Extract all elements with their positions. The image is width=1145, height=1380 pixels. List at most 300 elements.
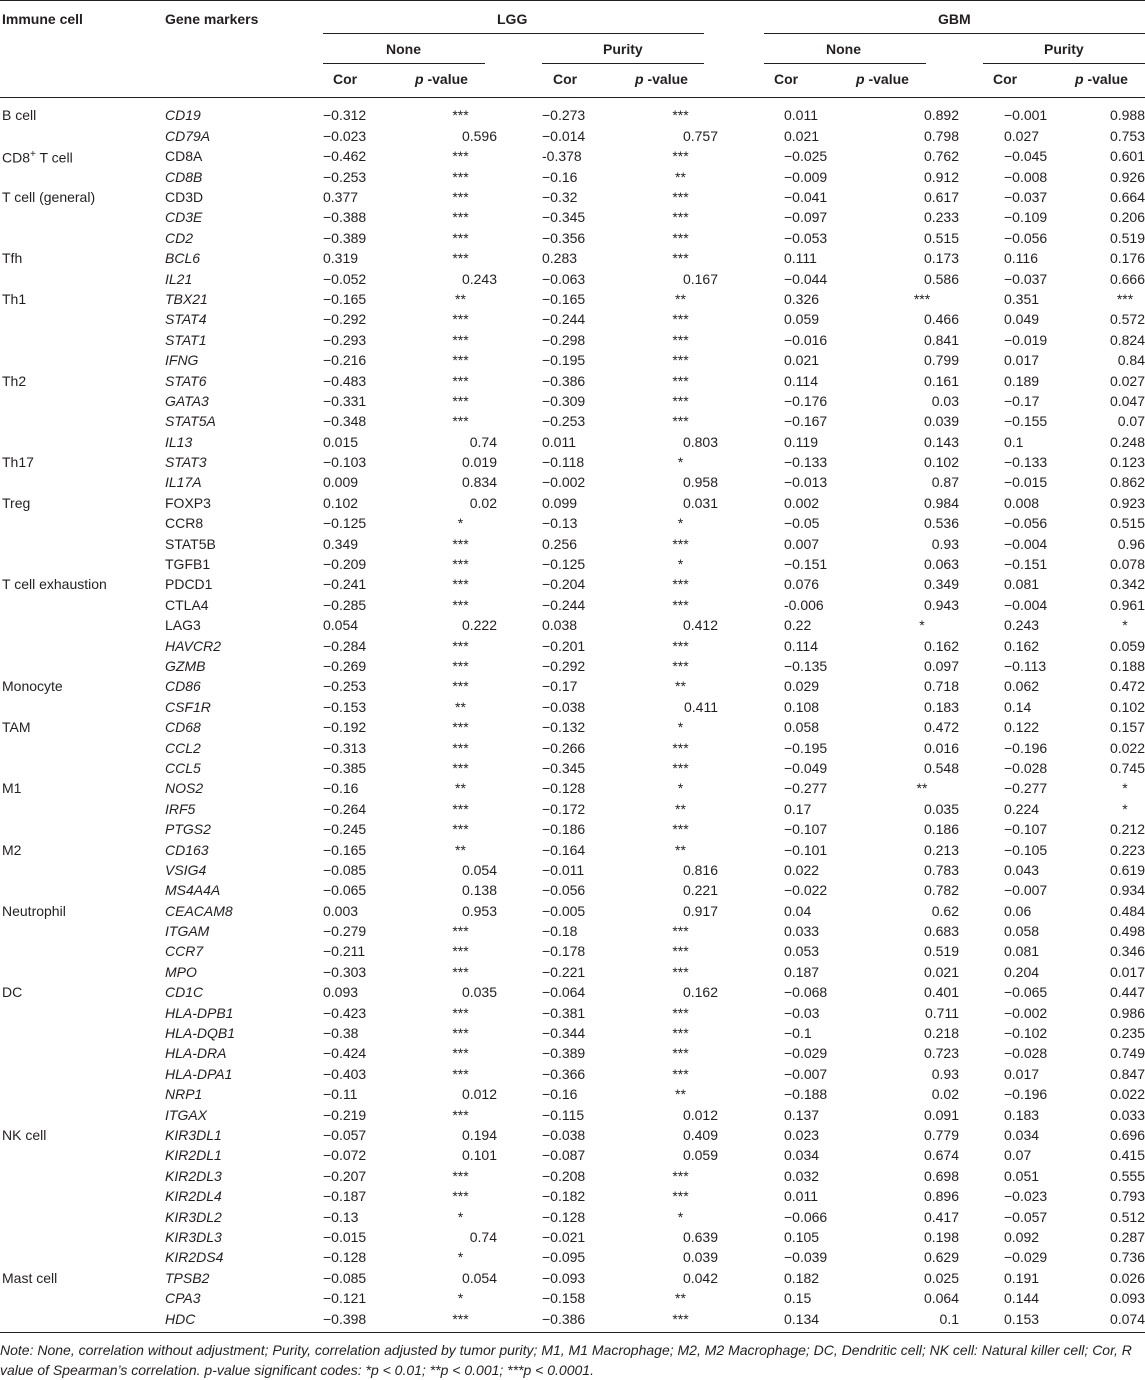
cor-value: −0.005 [542, 902, 586, 919]
p-value: 0.021 [923, 963, 959, 980]
spacer [718, 799, 784, 819]
p-value: 0.723 [923, 1045, 959, 1062]
spacer [959, 248, 1004, 268]
cor-value: −0.253 [323, 168, 367, 185]
p-value: 0.512 [1109, 1208, 1145, 1225]
p-value: *** [672, 943, 689, 960]
cor-value: 0.038 [542, 617, 578, 634]
cor-value: −0.015 [1004, 474, 1048, 491]
header-cor: Cor [553, 71, 578, 87]
p-value: *** [672, 759, 689, 776]
p-value: 0.736 [1109, 1249, 1145, 1266]
spacer [497, 411, 542, 431]
cor-value: −0.066 [784, 1208, 828, 1225]
spacer [497, 289, 542, 309]
table-row [0, 1227, 1145, 1247]
spacer [959, 737, 1004, 757]
lgg-group-rule [323, 33, 704, 34]
spacer [718, 697, 784, 717]
p-value: *** [672, 1167, 689, 1184]
cor-value: −0.277 [1004, 780, 1048, 797]
p-value: 0.162 [682, 984, 718, 1001]
table-row [0, 799, 1145, 819]
spacer [959, 962, 1004, 982]
p-value: 0.012 [682, 1106, 718, 1123]
spacer [718, 717, 784, 737]
gbm-group-rule [764, 33, 1145, 34]
spacer [497, 1084, 542, 1104]
p-value: ** [675, 678, 686, 695]
p-value: 0.194 [461, 1126, 497, 1143]
p-value: *** [452, 1004, 469, 1021]
immune-cell-label: M2 [2, 841, 22, 858]
cor-value: −0.345 [542, 759, 586, 776]
p-value: *** [672, 331, 689, 348]
immune-cell-label: T cell exhaustion [2, 576, 107, 593]
spacer [959, 411, 1004, 431]
spacer [497, 1288, 542, 1308]
cor-value: −0.11 [323, 1086, 358, 1103]
cor-value: −0.128 [542, 1208, 586, 1225]
cor-value: −0.195 [542, 352, 586, 369]
gene-marker: CD86 [165, 678, 201, 695]
table-row [0, 411, 1145, 431]
gene-marker: GZMB [165, 658, 206, 674]
spacer [959, 1206, 1004, 1226]
p-value: 0.059 [1109, 637, 1145, 654]
p-value: *** [672, 535, 689, 552]
spacer [718, 778, 784, 798]
cor-value: 0.351 [1004, 290, 1040, 307]
spacer [497, 309, 542, 329]
p-value: 0.047 [1109, 392, 1145, 409]
p-value: 0.033 [1109, 1106, 1145, 1123]
cor-value: −0.388 [323, 209, 367, 226]
lgg-none-rule [323, 63, 485, 64]
immune-cell-label [0, 1206, 165, 1226]
cor-value: 0.051 [1004, 1167, 1040, 1184]
gene-marker: CD68 [165, 719, 201, 736]
table-row [0, 962, 1145, 982]
cor-value: −0.121 [323, 1290, 367, 1307]
immune-cell-label [0, 1227, 165, 1247]
p-value: 0.757 [682, 127, 718, 144]
p-value: *** [452, 1065, 469, 1082]
table-row [0, 595, 1145, 615]
cor-value: −0.097 [784, 209, 828, 226]
spacer [959, 819, 1004, 839]
cor-value: 0.189 [1004, 372, 1040, 389]
spacer [497, 350, 542, 370]
spacer [497, 839, 542, 859]
p-value: 0.834 [461, 474, 497, 491]
p-value: 0.223 [1109, 841, 1145, 858]
cor-value: −0.241 [323, 576, 367, 593]
cor-value: 0.1 [1004, 433, 1024, 450]
cor-value: −0.16 [542, 1086, 578, 1103]
immune-cell-label [0, 207, 165, 227]
p-value: 0.162 [923, 637, 959, 654]
spacer [497, 1125, 542, 1145]
p-value: *** [452, 352, 469, 369]
table-row [0, 207, 1145, 227]
spacer [959, 982, 1004, 1002]
p-value: 0.84 [1117, 352, 1145, 369]
p-value: 0.984 [923, 494, 959, 511]
bottom-rule [0, 1332, 1145, 1333]
cor-value: −0.277 [784, 780, 828, 797]
spacer [718, 330, 784, 350]
cor-value: 0.034 [784, 1147, 820, 1164]
p-value: *** [452, 168, 469, 185]
table-row [0, 1247, 1145, 1267]
p-value: *** [452, 229, 469, 246]
p-value: *** [452, 372, 469, 389]
p-value: *** [452, 1167, 469, 1184]
spacer [959, 941, 1004, 961]
gene-marker: CD3D [165, 189, 204, 206]
gene-marker: HLA-DQB1 [165, 1025, 236, 1042]
p-value: *** [452, 800, 469, 817]
p-value: 0.054 [461, 1269, 497, 1286]
spacer [718, 248, 784, 268]
table-row [0, 778, 1145, 798]
cor-value: −0.095 [542, 1249, 586, 1266]
gbm-none-rule [764, 63, 926, 64]
cor-value: −0.085 [323, 1269, 367, 1286]
spacer [959, 901, 1004, 921]
table-row [0, 1043, 1145, 1063]
gene-marker: CD1C [165, 984, 204, 1001]
p-value: 0.519 [1109, 229, 1145, 246]
p-value: 0.022 [1109, 1086, 1145, 1103]
p-value: 0.62 [931, 902, 959, 919]
spacer [497, 717, 542, 737]
gene-marker: ITGAM [165, 923, 210, 940]
cor-value: −0.192 [323, 719, 367, 736]
p-value: *** [452, 1045, 469, 1062]
spacer [497, 921, 542, 941]
spacer [718, 452, 784, 472]
p-value: 0.472 [1109, 678, 1145, 695]
cor-value: 0.283 [542, 250, 578, 267]
cor-value: −0.345 [542, 209, 586, 226]
cor-value: −0.037 [1004, 189, 1048, 206]
cor-value: −0.16 [323, 780, 359, 797]
gene-marker: ITGAX [165, 1106, 208, 1123]
cor-value: 0.062 [1004, 678, 1040, 695]
cor-value: 0.122 [1004, 719, 1040, 736]
p-value: 0.447 [1109, 984, 1145, 1001]
p-value: 0.958 [682, 474, 718, 491]
spacer [497, 248, 542, 268]
cor-value: −0.028 [1004, 1045, 1048, 1062]
cor-value: 0.003 [323, 902, 359, 919]
p-value: 0.572 [1109, 311, 1145, 328]
cor-value: 0.054 [323, 617, 359, 634]
table-footnote: Note: None, correlation without adjustment; Purity, correlation adjusted by tumor purity; M1, M1 Macrophage; M2, M2 Macrophage; DC, Dendritic cell; NK cell: Natural killer cell; Cor, R value of Spearman’s correlation. p-value significant codes: *p < 0.01; **p < 0.001; ***p < 0.0001. [0, 1342, 1132, 1378]
cor-value: −0.17 [1004, 392, 1040, 409]
cor-value: −0.165 [323, 841, 367, 858]
p-value: *** [452, 963, 469, 980]
spacer [497, 1247, 542, 1267]
spacer [718, 1125, 784, 1145]
p-value: *** [672, 739, 689, 756]
table-row [0, 309, 1145, 329]
header-pvalue: p -value [635, 71, 688, 87]
cor-value: −0.109 [1004, 209, 1048, 226]
spacer [497, 676, 542, 696]
spacer [718, 901, 784, 921]
spacer [718, 554, 784, 574]
p-value: *** [452, 107, 469, 124]
cor-value: 0.224 [1004, 800, 1040, 817]
cor-value: −0.303 [323, 963, 367, 980]
p-value: 0.059 [682, 1147, 718, 1164]
p-value: ** [916, 780, 928, 797]
spacer [959, 1186, 1004, 1206]
p-value: 0.213 [923, 841, 959, 858]
gene-marker: CD19 [165, 107, 201, 124]
cor-value: −0.002 [1004, 1004, 1048, 1021]
cor-value: 0.349 [323, 535, 359, 552]
cor-value: −0.219 [323, 1106, 367, 1123]
table-row [0, 268, 1145, 288]
gene-marker: CCR8 [165, 515, 204, 532]
p-value: 0.923 [1109, 494, 1145, 511]
cor-value: −0.107 [784, 821, 828, 838]
cor-value: −0.001 [1004, 107, 1048, 124]
cor-value: −0.105 [1004, 841, 1048, 858]
p-value: ** [455, 290, 466, 307]
cor-value: 0.102 [323, 494, 359, 511]
cor-value: −0.002 [542, 474, 586, 491]
p-value: 0.243 [461, 270, 497, 287]
cor-value: 0.093 [323, 984, 359, 1001]
spacer [718, 1308, 784, 1328]
gene-marker: PTGS2 [165, 821, 211, 838]
p-value: 0.016 [923, 739, 959, 756]
p-value: 0.042 [682, 1269, 718, 1286]
cor-value: −0.266 [542, 739, 586, 756]
cor-value: 0.033 [784, 923, 820, 940]
immune-cell-label [0, 1023, 165, 1043]
spacer [718, 1064, 784, 1084]
cor-value: −0.016 [784, 331, 828, 348]
gene-marker: STAT5B [165, 535, 216, 552]
spacer [718, 676, 784, 696]
spacer [959, 1268, 1004, 1288]
gene-marker: FOXP3 [165, 494, 211, 511]
spacer [718, 1166, 784, 1186]
spacer [497, 533, 542, 553]
p-value: 0.666 [1109, 270, 1145, 287]
spacer [959, 330, 1004, 350]
p-value: 0.07 [1117, 413, 1145, 430]
p-value: 0.841 [923, 331, 959, 348]
p-value: 0.629 [923, 1249, 959, 1266]
spacer [497, 1268, 542, 1288]
spacer [718, 1104, 784, 1124]
spacer [718, 941, 784, 961]
table-row [0, 901, 1145, 921]
spacer [959, 758, 1004, 778]
p-value: *** [672, 596, 689, 613]
table-row [0, 166, 1145, 186]
spacer [497, 1186, 542, 1206]
cor-value: 0.007 [784, 535, 820, 552]
cor-value: −0.102 [1004, 1025, 1048, 1042]
p-value: *** [672, 392, 689, 409]
cor-value: −0.16 [542, 168, 578, 185]
spacer [959, 533, 1004, 553]
immune-cell-label [0, 1145, 165, 1165]
cor-value: 0.081 [1004, 576, 1040, 593]
spacer [497, 635, 542, 655]
gene-marker: KIR2DL1 [165, 1147, 222, 1164]
cor-value: −0.201 [542, 637, 586, 654]
p-value: ** [675, 1086, 686, 1103]
spacer [959, 921, 1004, 941]
p-value: *** [452, 1025, 469, 1042]
p-value: 0.415 [1109, 1147, 1145, 1164]
p-value: * [677, 556, 684, 573]
p-value: *** [452, 576, 469, 593]
p-value: 0.799 [923, 352, 959, 369]
immune-cell-label: B cell [2, 107, 37, 124]
spacer [959, 166, 1004, 186]
cor-value: −0.292 [542, 658, 586, 674]
immune-cell-label [0, 635, 165, 655]
p-value: 0.892 [923, 107, 959, 124]
cor-value: −0.264 [323, 800, 367, 817]
cor-value: 0.009 [323, 474, 359, 491]
table-row [0, 1064, 1145, 1084]
immune-cell-label [0, 391, 165, 411]
spacer [497, 1145, 542, 1165]
cor-value: 0.022 [784, 861, 820, 878]
p-value: * [919, 617, 925, 634]
immune-cell-label [0, 737, 165, 757]
cor-value: −0.178 [542, 943, 586, 960]
cor-value: −0.151 [784, 556, 828, 573]
spacer [718, 860, 784, 880]
p-value: *** [452, 189, 469, 206]
cor-value: −0.186 [542, 821, 586, 838]
spacer [718, 1186, 784, 1206]
cor-value: −0.093 [542, 1269, 586, 1286]
cor-value: 0.034 [1004, 1126, 1040, 1143]
p-value: 0.926 [1109, 168, 1145, 185]
table-row [0, 105, 1145, 125]
header-gbm-none: None [826, 41, 861, 57]
cor-value: 0.092 [1004, 1228, 1040, 1245]
p-value: * [1122, 617, 1128, 634]
p-value: *** [672, 576, 689, 593]
cor-value: −0.211 [323, 943, 366, 960]
spacer [959, 1227, 1004, 1247]
spacer [959, 717, 1004, 737]
cor-value: −0.057 [1004, 1208, 1048, 1225]
cor-value: −0.293 [323, 331, 367, 348]
p-value: *** [452, 739, 469, 756]
spacer [718, 391, 784, 411]
table-row [0, 880, 1145, 900]
spacer [959, 125, 1004, 145]
p-value: 0.186 [923, 821, 959, 838]
spacer [718, 493, 784, 513]
cor-value: −0.038 [542, 1126, 586, 1143]
cor-value: −0.386 [542, 1310, 586, 1327]
spacer [497, 330, 542, 350]
header-pvalue: p -value [415, 71, 468, 87]
table-row [0, 289, 1145, 309]
header-gbm-purity: Purity [1044, 41, 1084, 57]
spacer [959, 860, 1004, 880]
cor-value: −0.056 [1004, 229, 1048, 246]
p-value: 0.96 [1117, 535, 1145, 552]
table-row [0, 656, 1145, 676]
p-value: *** [452, 556, 469, 573]
spacer [718, 656, 784, 676]
p-value: *** [672, 209, 689, 226]
immune-cell-label: DC [2, 984, 23, 1001]
p-value: 0.639 [682, 1228, 718, 1245]
p-value: 0.912 [923, 168, 959, 185]
spacer [718, 146, 784, 167]
cor-value: −0.366 [542, 1065, 586, 1082]
table-row [0, 982, 1145, 1002]
header-cor: Cor [993, 71, 1018, 87]
spacer [718, 758, 784, 778]
spacer [718, 125, 784, 145]
gene-marker: NOS2 [165, 780, 204, 797]
immune-cell-label [0, 330, 165, 350]
cor-value: −0.253 [542, 413, 586, 430]
gene-marker: HLA-DRA [165, 1045, 227, 1062]
cor-value: 0.153 [1004, 1310, 1040, 1327]
cor-value: −0.164 [542, 841, 586, 858]
gene-marker: STAT4 [165, 311, 207, 328]
spacer [497, 125, 542, 145]
p-value: 0.749 [1109, 1045, 1145, 1062]
table-row [0, 228, 1145, 248]
p-value: 0.035 [461, 984, 497, 1001]
p-value: 0.248 [1109, 433, 1145, 450]
p-value: *** [672, 821, 689, 838]
cor-value: −0.008 [1004, 168, 1048, 185]
cor-value: −0.273 [542, 107, 586, 124]
table-row [0, 1104, 1145, 1124]
p-value: 0.346 [1109, 943, 1145, 960]
header-gbm: GBM [938, 11, 971, 27]
p-value: 0.472 [923, 719, 959, 736]
spacer [497, 105, 542, 125]
p-value: 0.555 [1109, 1167, 1145, 1184]
p-value: 0.218 [923, 1025, 959, 1042]
immune-cell-label: T cell (general) [2, 189, 96, 206]
spacer [497, 615, 542, 635]
gene-marker: CCR7 [165, 943, 204, 960]
p-value: *** [452, 719, 469, 736]
spacer [497, 268, 542, 288]
spacer [718, 921, 784, 941]
cor-value: −0.245 [323, 821, 367, 838]
p-value: 0.753 [1109, 127, 1145, 144]
spacer [497, 982, 542, 1002]
cor-value: −0.023 [323, 127, 367, 144]
p-value: *** [452, 1310, 469, 1327]
